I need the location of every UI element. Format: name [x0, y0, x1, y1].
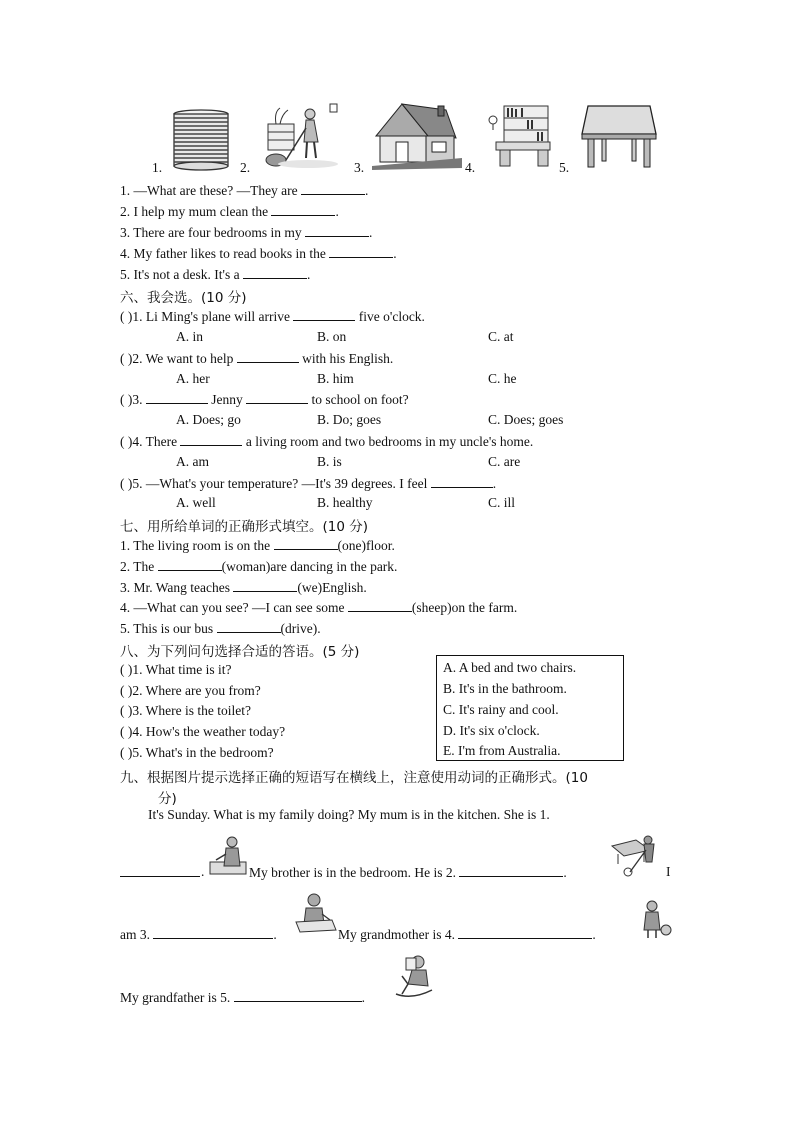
plates-picture: [170, 108, 232, 172]
mum-cooking-picture: [208, 834, 248, 878]
s9-line-2-end: I: [666, 864, 671, 879]
girl-vacuuming-picture: [262, 102, 342, 172]
grandmother-picture: [636, 898, 674, 940]
grandfather-picture: [392, 954, 436, 1002]
s6-q2-option-c: C. he: [488, 371, 517, 386]
s9-blank-5[interactable]: [234, 989, 362, 1002]
picture-label-2: 2.: [240, 160, 251, 175]
answer-paren[interactable]: ( ): [120, 745, 133, 760]
section-8-title: 八、为下列问句选择合适的答语。(5 分): [120, 644, 360, 660]
brother-sweeping-picture: [610, 832, 660, 878]
answer-blank[interactable]: [158, 558, 222, 571]
s7-line-2: 2. The (woman)are dancing in the park.: [120, 559, 398, 574]
answer-blank[interactable]: [329, 245, 393, 258]
s6-q3-option-b: B. Do; goes: [317, 412, 382, 427]
s9-paragraph-line-1: It's Sunday. What is my family doing? My mum is in the kitchen. She is 1.: [148, 807, 550, 822]
house-picture: [372, 100, 462, 170]
s9-blank-2[interactable]: [459, 864, 563, 877]
s6-q1: ( )1. Li Ming's plane will arrive five o'clock.: [120, 309, 425, 324]
s6-q5-option-b: B. healthy: [317, 495, 373, 510]
s5-line-2: 2. I help my mum clean the .: [120, 204, 339, 219]
me-doing-homework-picture: [294, 890, 338, 940]
s6-q3: ( )3. Jenny to school on foot?: [120, 392, 409, 407]
s6-q2-option-b: B. him: [317, 371, 354, 386]
s6-q1-option-c: C. at: [488, 329, 514, 344]
s5-line-1: 1. —What are these? —They are .: [120, 183, 369, 198]
s6-q5-option-c: C. ill: [488, 495, 516, 510]
s5-line-5: 5. It's not a desk. It's a .: [120, 267, 311, 282]
s5-line-3: 3. There are four bedrooms in my .: [120, 225, 373, 240]
s9-line-3b: My grandmother is 4. .: [338, 927, 596, 942]
s6-q5-option-a: A. well: [176, 495, 216, 510]
answer-blank[interactable]: [217, 620, 281, 633]
section-6-title: 六、我会选。(10 分): [120, 290, 247, 306]
s6-q5: ( )5. —What's your temperature? —It's 39 degrees. I feel .: [120, 476, 497, 491]
s9-line-4: My grandfather is 5. .: [120, 990, 365, 1005]
s9-blank-4[interactable]: [458, 926, 592, 939]
picture-label-3: 3.: [354, 160, 365, 175]
answer-blank[interactable]: [243, 266, 307, 279]
s8-answer-b: B. It's in the bathroom.: [443, 681, 567, 696]
s8-answer-a: A. A bed and two chairs.: [443, 660, 577, 675]
answer-paren[interactable]: ( ): [120, 434, 133, 449]
s8-answer-e: E. I'm from Australia.: [443, 743, 561, 758]
s7-line-3: 3. Mr. Wang teaches (we)English.: [120, 580, 367, 595]
s8-q5: ( )5. What's in the bedroom?: [120, 745, 274, 760]
s6-q4: ( )4. There a living room and two bedrooms in my uncle's home.: [120, 434, 534, 449]
s6-q1-option-b: B. on: [317, 329, 347, 344]
s6-q1-option-a: A. in: [176, 329, 203, 344]
answer-blank: [180, 433, 242, 446]
s9-paragraph-line-2: My brother is in the bedroom. He is 2. .: [249, 865, 567, 880]
answer-blank: [146, 391, 208, 404]
answer-paren[interactable]: ( ): [120, 662, 133, 677]
answer-blank: [237, 350, 299, 363]
s7-line-4: 4. —What can you see? —I can see some (sheep)on the farm.: [120, 600, 518, 615]
section-9-title-cont: 分): [158, 791, 177, 807]
section-9-title: 九、根据图片提示选择正确的短语写在横线上，注意使用动词的正确形式。(10: [120, 770, 588, 786]
answer-blank: [431, 475, 493, 488]
s8-answer-c: C. It's rainy and cool.: [443, 702, 559, 717]
s8-q2: ( )2. Where are you from?: [120, 683, 261, 698]
answer-blank[interactable]: [305, 224, 369, 237]
picture-label-1: 1.: [152, 160, 163, 175]
table-picture: [580, 104, 658, 170]
answer-blank[interactable]: [271, 203, 335, 216]
answer-blank[interactable]: [274, 537, 338, 550]
s9-line-3: am 3. .: [120, 927, 277, 942]
answer-paren[interactable]: ( ): [120, 683, 133, 698]
answer-paren[interactable]: ( ): [120, 476, 133, 491]
picture-label-5: 5.: [559, 160, 570, 175]
answer-paren[interactable]: ( ): [120, 724, 133, 739]
s6-q3-option-a: A. Does; go: [176, 412, 241, 427]
s9-blank-3[interactable]: [153, 926, 273, 939]
answer-paren[interactable]: ( ): [120, 351, 133, 366]
s6-q2: ( )2. We want to help with his English.: [120, 351, 394, 366]
s9-blank-1[interactable]: [120, 864, 200, 877]
s5-line-4: 4. My father likes to read books in the .: [120, 246, 397, 261]
picture-label-4: 4.: [465, 160, 476, 175]
s6-q4-option-b: B. is: [317, 454, 342, 469]
section-7-title: 七、用所给单词的正确形式填空。(10 分): [120, 519, 369, 535]
answer-paren[interactable]: ( ): [120, 309, 133, 324]
s8-q1: ( )1. What time is it?: [120, 662, 232, 677]
answer-blank: [293, 308, 355, 321]
answer-blank[interactable]: [233, 579, 297, 592]
s6-q4-option-c: C. are: [488, 454, 521, 469]
study-desk-picture: [486, 104, 552, 168]
answer-paren[interactable]: ( ): [120, 703, 133, 718]
answer-blank: [246, 391, 308, 404]
answer-paren[interactable]: ( ): [120, 392, 133, 407]
s6-q3-option-c: C. Does; goes: [488, 412, 564, 427]
s8-answer-d: D. It's six o'clock.: [443, 723, 540, 738]
s6-q4-option-a: A. am: [176, 454, 209, 469]
s7-line-5: 5. This is our bus (drive).: [120, 621, 321, 636]
answer-blank[interactable]: [348, 599, 412, 612]
s7-line-1: 1. The living room is on the (one)floor.: [120, 538, 395, 553]
s6-q2-option-a: A. her: [176, 371, 210, 386]
answer-blank[interactable]: [301, 182, 365, 195]
s8-q3: ( )3. Where is the toilet?: [120, 703, 251, 718]
s8-q4: ( )4. How's the weather today?: [120, 724, 286, 739]
